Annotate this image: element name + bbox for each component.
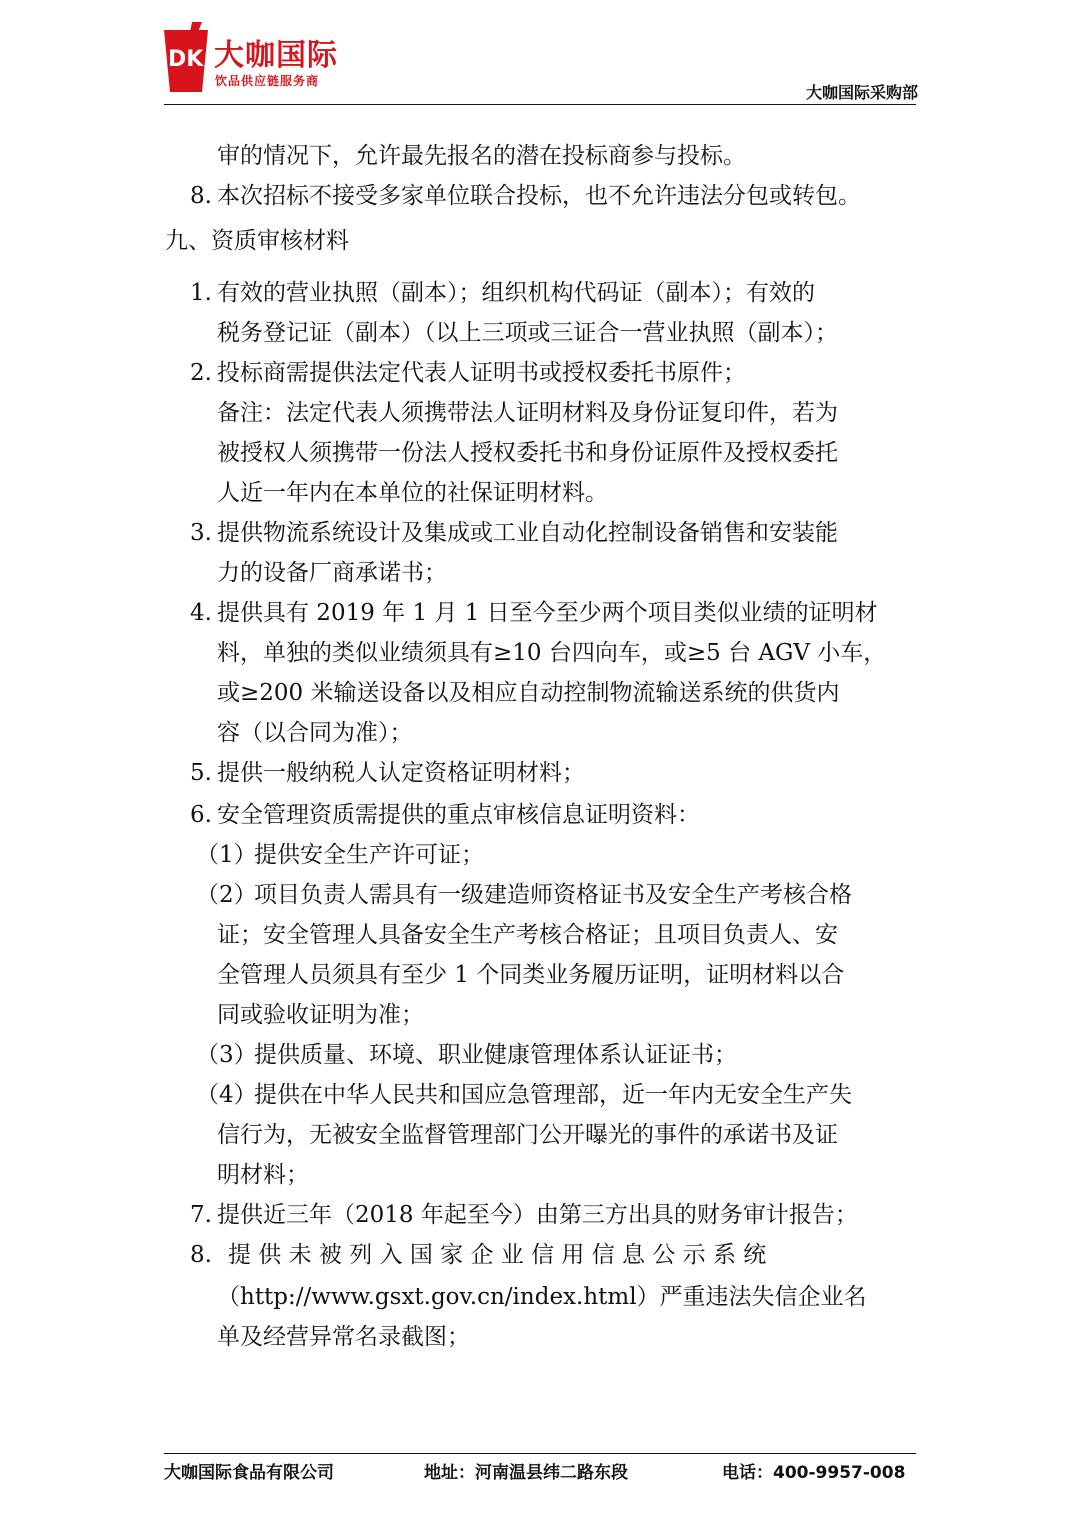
text-line: 提供具有 2019 年 1 月 1 日至今至少两个项目类似业绩的证明材 [217,600,878,626]
text-line: 提供质量、环境、职业健康管理体系认证证书； [254,1042,737,1068]
text-line: 本次招标不接受多家单位联合投标，也不允许违法分包或转包。 [217,183,861,209]
text-line: 提 供 未 被 列 入 国 家 企 业 信 用 信 息 公 示 系 统 [228,1242,767,1268]
item-number: 4. [190,600,212,626]
text-line: 被授权人须携带一份法人授权委托书和身份证原件及授权委托 [217,440,838,466]
item-number: 8. [190,183,212,209]
footer-divider [164,1453,916,1454]
item-number: 1. [190,280,212,306]
item-number: 7. [190,1202,212,1228]
text-line: （http://www.gsxt.gov.cn/index.html）严重违法失信企业名 [217,1284,867,1310]
text-line: 信行为，无被安全监督管理部门公开曝光的事件的承诺书及证 [217,1122,838,1148]
text-line: 提供一般纳税人认定资格证明材料； [217,760,585,786]
item-number: 6. [190,802,212,828]
text-line: 提供在中华人民共和国应急管理部，近一年内无安全生产失 [254,1082,852,1108]
svg-text:DK: DK [168,47,204,72]
text-line: 证；安全管理人具备安全生产考核合格证；且项目负责人、安 [217,922,838,948]
text-line: 审的情况下，允许最先报名的潜在投标商参与投标。 [217,143,746,169]
text-line: 备注：法定代表人须携带法人证明材料及身份证复印件，若为 [217,400,838,426]
sub-item-number: （1） [196,842,257,868]
section-heading: 九、资质审核材料 [165,228,349,254]
text-line: 人近一年内在本单位的社保证明材料。 [217,480,608,506]
item-number: 2. [190,360,212,386]
footer-company: 大咖国际食品有限公司 [164,1463,334,1483]
text-line: 安全管理资质需提供的重点审核信息证明资料： [217,802,700,828]
text-line: 料，单独的类似业绩须具有≥10 台四向车，或≥5 台 AGV 小车， [217,640,887,666]
text-line: 税务登记证（副本）（以上三项或三证合一营业执照（副本）； [217,320,838,346]
logo-brand-name: 大咖国际 [214,38,338,73]
text-line: 同或验收证明为准； [217,1002,424,1028]
logo-tagline: 饮品供应链服务商 [215,74,320,88]
text-line: 明材料； [217,1162,309,1188]
sub-item-number: （2） [196,882,257,908]
text-line: 提供安全生产许可证； [254,842,484,868]
text-line: 项目负责人需具有一级建造师资格证书及安全生产考核合格 [254,882,852,908]
text-line: 投标商需提供法定代表人证明书或授权委托书原件； [217,360,746,386]
item-number: 3. [190,520,212,546]
footer-phone: 电话：400-9957-008 [722,1463,906,1483]
text-line: 力的设备厂商承诺书； [217,560,447,586]
text-line: 容（以合同为准）； [217,720,413,746]
department-name: 大咖国际采购部 [805,83,918,102]
text-line: 或≥200 米输送设备以及相应自动控制物流输送系统的供货内 [217,680,840,706]
text-line: 全管理人员须具有至少 1 个同类业务履历证明，证明材料以合 [217,962,845,988]
text-line: 单及经营异常名录截图； [217,1324,470,1350]
text-line: 提供物流系统设计及集成或工业自动化控制设备销售和安装能 [217,520,838,546]
footer-address: 地址：河南温县纬二路东段 [424,1463,628,1483]
text-line: 有效的营业执照（副本）；组织机构代码证（副本）；有效的 [217,280,815,306]
sub-item-number: （3） [196,1042,257,1068]
text-line: 提供近三年（2018 年起至今）由第三方出具的财务审计报告； [217,1202,858,1228]
company-logo [162,22,352,94]
item-number: 5. [190,760,212,786]
dk-logo-icon [162,22,210,94]
header-divider [164,104,916,105]
sub-item-number: （4） [196,1082,257,1108]
item-number: 8. [190,1242,212,1268]
